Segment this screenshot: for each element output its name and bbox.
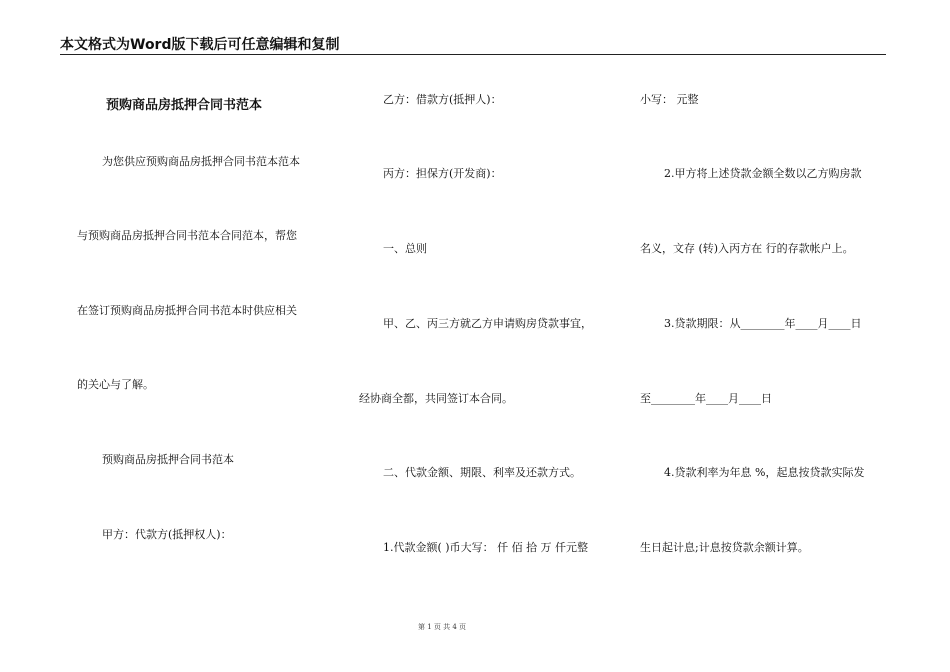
body-line: 的关心与了解。 <box>77 378 154 391</box>
body-line: 4.贷款利率为年息 %，起息按贷款实际发 <box>664 466 865 479</box>
body-line: 名义，文存 (转)入丙方在 行的存款帐户上。 <box>640 242 854 255</box>
body-line: 与预购商品房抵押合同书范本合同范本，帮您 <box>77 229 297 242</box>
body-line: 一、总则 <box>383 242 427 255</box>
body-line: 3.贷款期限：从________年____月____日 <box>664 317 862 330</box>
body-line: 小写： 元整 <box>640 93 699 106</box>
body-line: 至________年____月____日 <box>640 392 772 405</box>
body-line: 生日起计息;计息按贷款余额计算。 <box>640 541 809 554</box>
header-divider <box>60 54 886 55</box>
body-line: 甲方：代款方(抵押权人)： <box>102 528 232 541</box>
document-header: 本文格式为Word版下载后可任意编辑和复制 <box>60 37 340 53</box>
page-number: 第 1 页 共 4 页 <box>417 623 467 631</box>
body-line: 丙方：担保方(开发商)： <box>383 167 502 180</box>
body-line: 在签订预购商品房抵押合同书范本时供应相关 <box>77 304 297 317</box>
body-line: 二、代款金额、期限、利率及还款方式。 <box>383 466 581 479</box>
body-line: 2.甲方将上述贷款金额全数以乙方购房款 <box>664 167 862 180</box>
body-line: 预购商品房抵押合同书范本 <box>102 453 234 466</box>
body-line: 为您供应预购商品房抵押合同书范本范本 <box>102 155 300 168</box>
body-line: 乙方：借款方(抵押人)： <box>383 93 502 106</box>
body-line: 经协商全都，共同签订本合同。 <box>359 392 513 405</box>
body-line: 1.代款金额( )币大写： 仟 佰 拾 万 仟元整 <box>383 541 589 554</box>
body-line: 甲、乙、丙三方就乙方申请购房贷款事宜， <box>383 317 592 330</box>
document-title: 预购商品房抵押合同书范本 <box>106 98 263 113</box>
